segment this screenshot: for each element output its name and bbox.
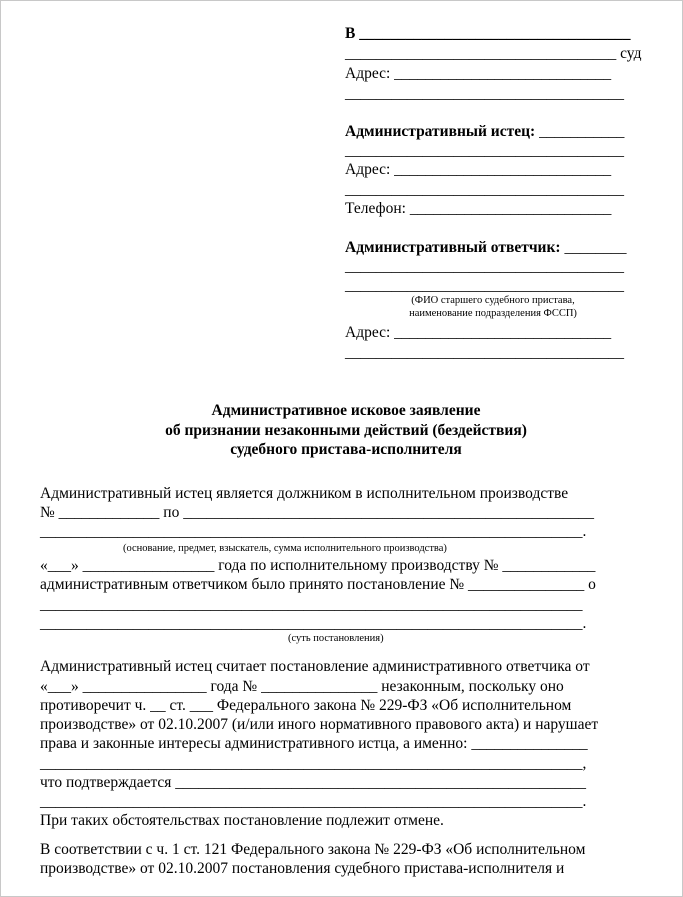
p1-line-3: ______________________________________________________________________.: [40, 523, 587, 540]
plaintiff-line-1: ____________________________________: [345, 142, 624, 159]
p1-note: (основание, предмет, взыскатель, сумма исполнительного производства): [123, 543, 447, 554]
p2-line-3: ______________________________________________________________________: [40, 596, 583, 613]
plaintiff-heading: [345, 122, 624, 141]
p3-line-7: что подтверждается _____________________________________________________: [40, 774, 587, 791]
title-line-3: судебного пристава-исполнителя: [230, 441, 462, 458]
defendant-line-1: ____________________________________: [345, 258, 624, 275]
court-line-2: ___________________________________ суд: [345, 45, 642, 62]
defendant-line-2: ____________________________________: [345, 277, 624, 294]
title-line-1: Административное исковое заявление: [211, 402, 481, 419]
p5-line-2: производстве» от 02.10.2007 постановления судебного пристава-исполнителя и: [40, 860, 565, 877]
title-line-2: об признании незаконными действий (бездействия): [165, 422, 527, 439]
p2-line-2: административным ответчиком было принято постановление № _______________ о: [40, 576, 596, 593]
p2-line-4: ______________________________________________________________________.: [40, 615, 587, 632]
defendant-address-line-2: ____________________________________: [345, 344, 624, 361]
plaintiff-phone: Телефон: __________________________: [345, 200, 612, 217]
p3-line-2: «___» ________________ года № _______________ незаконным, поскольку оно: [40, 678, 564, 695]
p1-line-2: № _____________ по _____________________________________________________: [40, 504, 594, 521]
court-line-1: В ___________________________________: [345, 25, 631, 42]
p2-note: (суть постановления): [288, 633, 384, 644]
plaintiff-label: Административный истец:: [345, 123, 536, 140]
p5-line-1: В соответствии с ч. 1 ст. 121 Федерального закона № 229-ФЗ «Об исполнительном: [40, 841, 586, 858]
defendant-note-1: (ФИО старшего судебного пристава,: [411, 295, 575, 306]
plaintiff-address: Адрес: ____________________________: [345, 161, 612, 178]
defendant-address-line-1: Адрес: ____________________________: [345, 324, 612, 341]
p3-line-8: ______________________________________________________________________.: [40, 793, 587, 810]
defendant-blank: ________: [560, 239, 627, 256]
court-address-line-1: Адрес: ____________________________: [345, 65, 612, 82]
defendant-label: Административный ответчик:: [345, 239, 561, 256]
p3-line-1: Административный истец считает постановление административного ответчика от: [40, 658, 590, 675]
p3-line-3: противоречит ч. __ ст. ___ Федерального закона № 229-ФЗ «Об исполнительном: [40, 697, 572, 714]
p1-line-1: Административный истец является должником в исполнительном производстве: [40, 485, 569, 502]
p2-line-1: «___» _________________ года по исполнительному производству № ____________: [40, 557, 596, 574]
defendant-heading: [345, 238, 626, 257]
p3-line-6: ______________________________________________________________________,: [40, 755, 587, 772]
plaintiff-line-3: ____________________________________: [345, 181, 624, 198]
defendant-note-2: наименование подразделения ФССП): [409, 308, 577, 319]
plaintiff-blank: ___________: [535, 123, 625, 140]
p3-line-4: производстве» от 02.10.2007 (и/или иного нормативного правового акта) и нарушает: [40, 716, 599, 733]
p4: При таких обстоятельствах постановление подлежит отмене.: [40, 812, 444, 829]
p3-line-5: права и законные интересы административного истца, а именно: _______________: [40, 735, 588, 752]
court-address-line-2: ____________________________________: [345, 85, 624, 102]
